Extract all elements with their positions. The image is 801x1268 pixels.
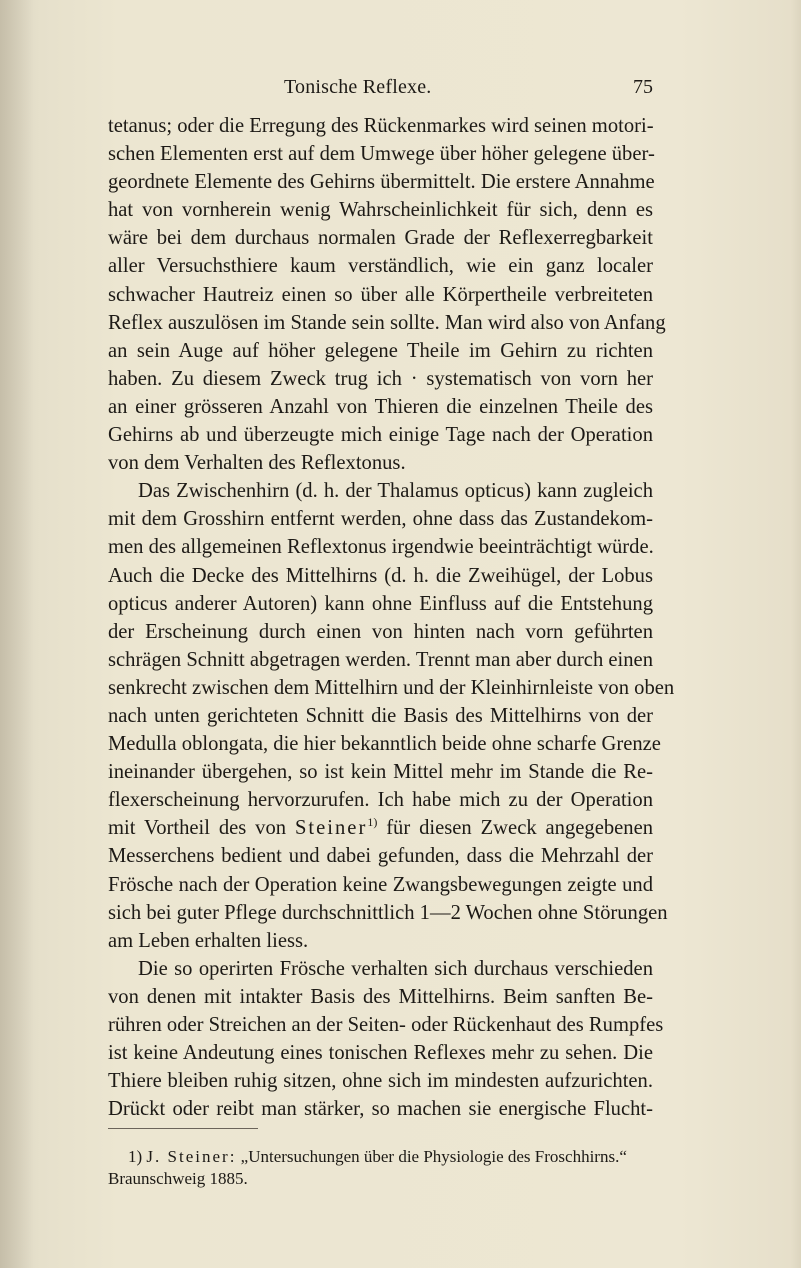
- body-text: [108, 112, 675, 1123]
- text-line: an einer grösseren Anzahl von Thieren die einzelnen Theile des: [108, 395, 653, 418]
- text-line: senkrecht zwischen dem Mittelhirn und der Kleinhirnleiste von oben: [108, 676, 675, 699]
- text-line: geordnete Elemente des Gehirns übermittelt. Die erstere Annahme: [108, 171, 655, 194]
- text-line: ineinander übergehen, so ist kein Mittel mehr im Stande die Re-: [108, 761, 653, 784]
- text-line: Die so operirten Frösche verhalten sich durchaus verschieden: [138, 957, 653, 980]
- text-line-with-citation: [108, 814, 653, 842]
- text-line: men des allgemeinen Reflextonus irgendwie beeinträchtigt würde.: [108, 536, 654, 559]
- footnote: [108, 1146, 653, 1190]
- text-line: flexerscheinung hervorzurufen. Ich habe mich zu der Operation: [108, 789, 653, 812]
- page-gutter-shadow: [0, 0, 34, 1268]
- text-fragment: mit Vortheil des von: [108, 817, 295, 840]
- text-line: Medulla oblongata, die hier bekanntlich beide ohne scharfe Grenze: [108, 733, 661, 756]
- text-line: Drückt oder reibt man stärker, so machen sie energische Flucht-: [108, 1098, 653, 1121]
- text-line: aller Versuchsthiere kaum verständlich, wie ein ganz localer: [108, 255, 653, 278]
- text-line: an sein Auge auf höher gelegene Theile im Gehirn zu richten: [108, 339, 653, 362]
- footnote-title: „Untersuchungen über die Physiologie des Froschhirns.“: [240, 1147, 627, 1166]
- text-line: Reflex auszulösen im Stande sein sollte. Man wird also von Anfang: [108, 311, 666, 334]
- text-line: schen Elementen erst auf dem Umwege über höher gelegene über-: [108, 143, 655, 166]
- text-line: tetanus; oder die Erregung des Rückenmarkes wird seinen motori-: [108, 115, 654, 137]
- text-line: von denen mit intakter Basis des Mittelhirns. Beim sanften Be-: [108, 985, 653, 1008]
- running-title: Tonische Reflexe.: [284, 76, 432, 98]
- text-line: nach unten gerichteten Schnitt die Basis des Mittelhirns von der: [108, 704, 653, 727]
- footnote-author: J. Steiner:: [146, 1147, 237, 1166]
- text-line: Auch die Decke des Mittelhirns (d. h. die Zweihügel, der Lobus: [108, 564, 653, 587]
- text-line: wäre bei dem durchaus normalen Grade der Reflexerregbarkeit: [108, 227, 653, 250]
- text-line: ist keine Andeutung eines tonischen Reflexes mehr zu sehen. Die: [108, 1042, 653, 1065]
- text-line: hat von vornherein wenig Wahrscheinlichkeit für sich, denn es: [108, 199, 653, 222]
- text-line: Messerchens bedient und dabei gefunden, dass die Mehrzahl der: [108, 845, 653, 868]
- text-line: haben. Zu diesem Zweck trug ich · systematisch von vorn her: [108, 367, 653, 390]
- footnote-place-year: Braunschweig 1885.: [108, 1169, 248, 1188]
- text-line: mit dem Grosshirn entfernt werden, ohne dass das Zustandekom-: [108, 508, 653, 531]
- text-line: am Leben erhalten liess.: [108, 929, 309, 952]
- footnote-marker: 1): [128, 1147, 143, 1166]
- text-line: Thiere bleiben ruhig sitzen, ohne sich im mindesten aufzurichten.: [108, 1070, 653, 1093]
- footnote-divider: [108, 1128, 258, 1129]
- text-fragment: für diesen Zweck angegebenen: [377, 817, 654, 840]
- cited-author: Steiner: [294, 817, 368, 840]
- text-line: schrägen Schnitt abgetragen werden. Trennt man aber durch einen: [108, 648, 653, 671]
- text-line: Gehirns ab und überzeugte mich einige Tage nach der Operation: [108, 424, 653, 447]
- text-line: sich bei guter Pflege durchschnittlich 1—2 Wochen ohne Störungen: [108, 901, 668, 924]
- text-line: opticus anderer Autoren) kann ohne Einfluss auf die Entstehung: [108, 592, 653, 615]
- text-line: von dem Verhalten des Reflextonus.: [108, 452, 406, 475]
- text-line: Das Zwischenhirn (d. h. der Thalamus opticus) kann zugleich: [138, 480, 653, 503]
- footnote-reference: 1): [367, 815, 378, 830]
- footnote-line: [108, 1146, 653, 1168]
- page-number: 75: [633, 76, 653, 98]
- text-line: der Erscheinung durch einen von hinten nach vorn geführten: [108, 620, 653, 643]
- text-line: rühren oder Streichen an der Seiten- oder Rückenhaut des Rumpfes: [108, 1014, 664, 1036]
- text-line: schwacher Hautreiz einen so über alle Körpertheile verbreiteten: [108, 283, 653, 306]
- text-line: Frösche nach der Operation keine Zwangsbewegungen zeigte und: [108, 873, 653, 896]
- page-header: [108, 76, 653, 100]
